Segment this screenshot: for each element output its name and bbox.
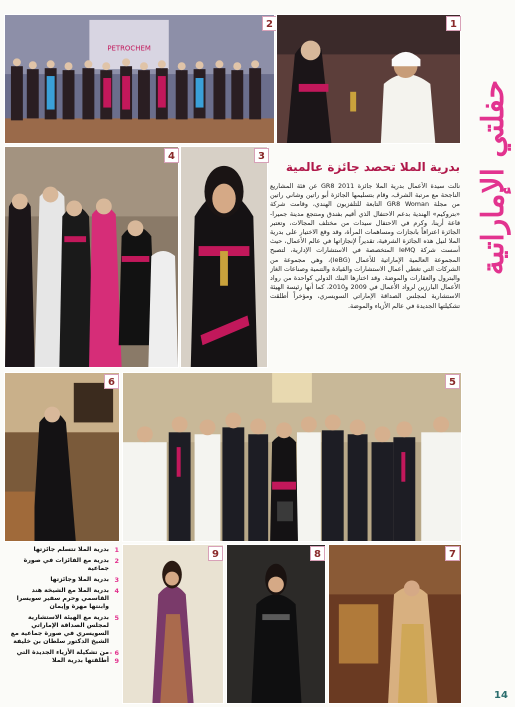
caption-item — [4, 557, 119, 573]
caption-item — [4, 546, 119, 554]
caption-text: بدرية مع الفائزات في صورة جماعية — [23, 557, 109, 572]
caption-number: 4 — [114, 587, 119, 595]
photo-1-award-handover — [276, 14, 461, 144]
photo-7-fashion-model — [328, 544, 462, 704]
caption-item — [4, 614, 119, 646]
caption-text: بدرية الملا مع الشيخة هند القاسمي وحرم سفير سويسرا وابنتها مهرة وإيمان — [16, 587, 109, 610]
photo-captions — [4, 546, 119, 668]
photo-5-advisory-council — [122, 372, 462, 542]
section-title-text: حفلتي الإماراتية — [476, 79, 511, 276]
caption-number: 5 — [114, 614, 119, 622]
photo-number-3: 3 — [254, 148, 269, 163]
photo-9-fashion-model — [122, 544, 224, 704]
photo-number-9: 9 — [208, 546, 223, 561]
photo-6-abaya-model — [4, 372, 120, 542]
photo-number-6: 6 — [104, 374, 119, 389]
caption-text: بدرية الملا وجائزتها — [50, 576, 109, 583]
caption-number: 3 — [114, 576, 119, 584]
photo-number-8: 8 — [310, 546, 325, 561]
caption-number: 2 — [114, 557, 119, 565]
caption-item — [4, 587, 119, 611]
photo-3-portrait-award — [180, 146, 268, 368]
article-body: نالت سيدة الأعمال بدرية الملا جائزة GR8 2011 عن فئة المشاريع الناجحة مع مرتبة الشرف، وقام بتسليمها الجائزة أبو راتين وشاني راتين من مجلة GR8 Woman التابعة للتلفزيون الهندي، وقامت شركة «بتروكيم» الهندية بدعم الاحتفال الذي أقيم بفندق ومنتجع مدينة جميرا- قاعة أرينا، وكرم في الاحتفال سيدات من مختلف المجالات، وتعتبر الجائزة اعترافاً بانجازات ومساهمات المرأة، وقد وقع الاختيار على بدرية الملا لنيل هذه الجائزة الشرفية، تقديراً لإنجازاتها في عالم الأعمال، حيث أسست شركة IeMQ المتخصصة في الاستشارات الإدارية، لتصبح المجموعة العالمية الإماراتية للأعمال (IeBG)، وهي مجموعة من الشركات التي تغطي أعمال الاستشارات والقيادة والتنمية وصناعات الغاز والبترول والعقارات والموضة. وقد اختارها البنك الدولي كواحدة من رواد الأعمال البارزين لرواد الأعمال في 2009 و2010، كما أنها رئيسة الهيئة الاستشارية لمجلس الصداقة الإماراتي السويسري، ومؤخراً أطلقت تشكيلتها الجديدة في عالم الأزياء والموضة. — [270, 182, 460, 310]
caption-item — [4, 649, 119, 665]
photo-number-7: 7 — [445, 546, 460, 561]
caption-number: 1 — [114, 546, 119, 554]
section-title — [466, 40, 512, 315]
caption-number: 6 - 9 — [109, 649, 119, 665]
page-number: 14 — [494, 690, 508, 701]
article-headline: بدرية الملا تحصد جائزة عالمية — [285, 160, 460, 174]
photo-number-2: 2 — [262, 16, 277, 31]
photo-4-group-women — [4, 146, 179, 368]
banner-text: PETROCHEM — [107, 44, 151, 53]
photo-8-fashion-model — [226, 544, 326, 704]
photo-number-5: 5 — [445, 374, 460, 389]
caption-text: بدرية مع الهيئة الاستشارية لمجلس الصداقة الإماراتي السويسري في صورة جماعية مع الشيخ الدكتور سلطان بن خليفة — [10, 614, 109, 645]
photo-number-4: 4 — [164, 148, 179, 163]
photo-number-1: 1 — [446, 16, 461, 31]
photo-2-group-winners — [4, 14, 275, 144]
caption-text: بدرية الملا تتسلم جائزتها — [33, 546, 109, 553]
caption-item — [4, 576, 119, 584]
caption-text: من تشكيلة الأزياء الجديدة التي أطلقتها بدرية الملا — [16, 649, 109, 664]
